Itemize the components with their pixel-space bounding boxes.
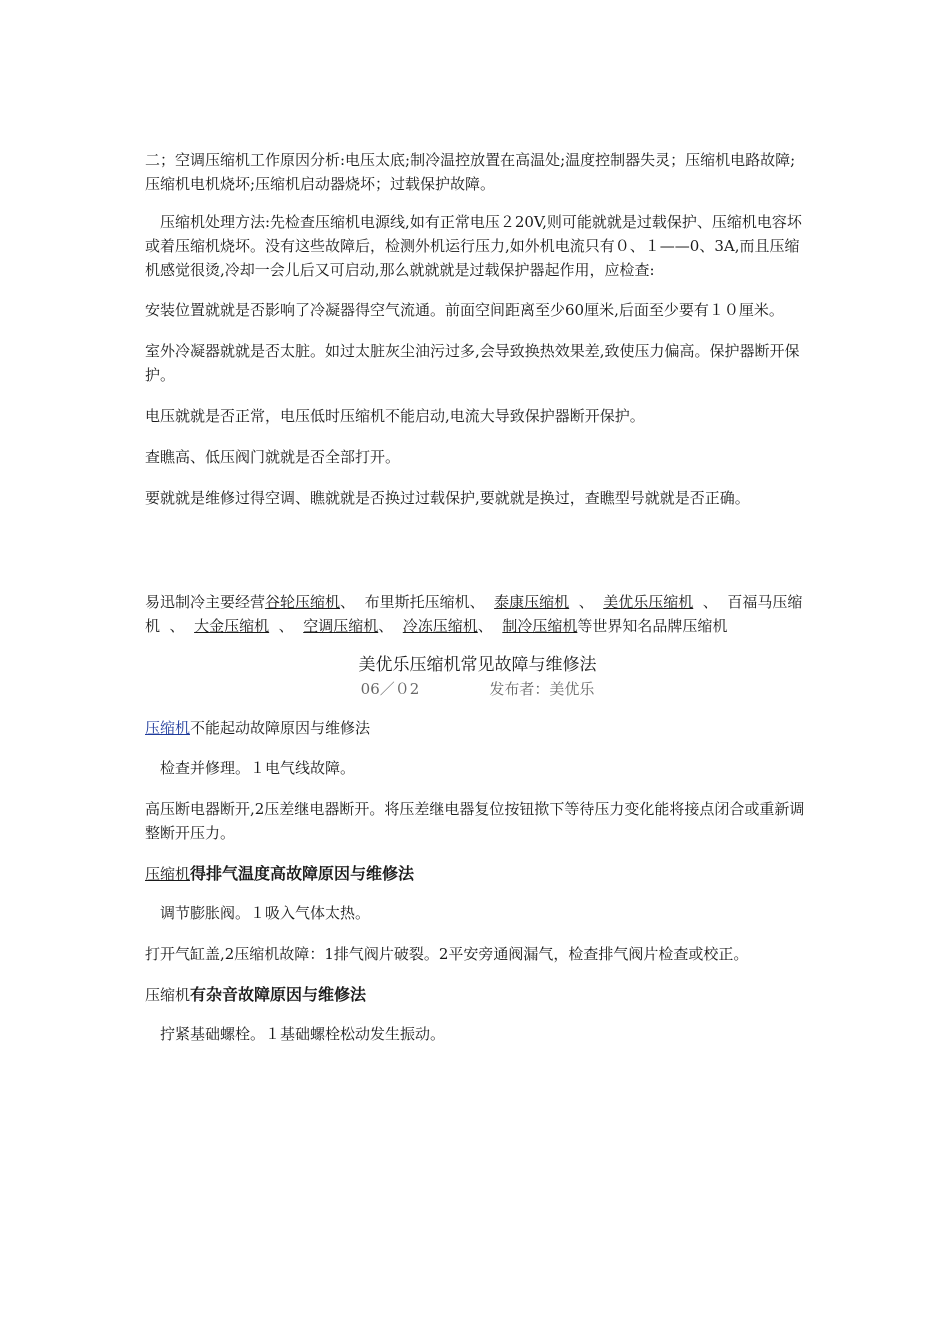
section1-heading	[145, 716, 810, 740]
brand-item-daikin[interactable]: 大金压缩机	[194, 617, 270, 635]
article-date: 06／０2	[360, 680, 420, 698]
compressor-link[interactable]: 压缩机	[145, 719, 191, 737]
paragraph-repair-history: 要就就是维修过得空调、瞧就就是否换过过载保护,要就就是换过，查瞧型号就就是否正确。	[145, 489, 750, 507]
brand-item-aircon[interactable]: 空调压缩机	[303, 617, 379, 635]
paragraph-cause-analysis: 二；空调压缩机工作原因分析:电压太底;制冷温控放置在高温处;温度控制器失灵；压缩机电路故障;压缩机电机烧坏;压缩机启动器烧坏；过载保护故障。	[145, 151, 796, 193]
brands-paragraph	[145, 590, 810, 638]
brand-item-meiyoule[interactable]: 美优乐压缩机	[603, 593, 694, 611]
brand-item-copeland[interactable]: 谷轮压缩机	[265, 593, 341, 611]
article-meta	[145, 678, 810, 700]
section1-line1: 检查并修理。１电气线故障。	[160, 759, 356, 777]
section3-heading	[145, 983, 810, 1007]
brand-separator: 、	[378, 617, 403, 635]
section2-heading	[145, 862, 810, 886]
paragraph-treatment-method: 压缩机处理方法:先检查压缩机电源线,如有正常电压２20V,则可能就就是过载保护、压缩机电容坏或着压缩机烧坏。没有这些故障后，检测外机运行压力,如外机电流只有０、１——0、3A,而且压缩机感觉很烫,冷却一会儿后又可启动,那么就就就是过载保护器起作用，应检查:	[145, 213, 802, 279]
paragraph-install-position: 安装位置就就是否影响了冷凝器得空气流通。前面空间距离至少60厘米,后面至少要有１０厘米。	[145, 301, 784, 319]
article-publisher: 发布者：美优乐	[489, 680, 595, 698]
brand-separator: 、	[269, 617, 304, 635]
section2-heading-bold: 得排气温度高故障原因与维修法	[190, 864, 415, 883]
article-title: 美优乐压缩机常见故障与维修法	[358, 655, 597, 675]
section2-line1: 调节膨胀阀。１吸入气体太热。	[160, 904, 371, 922]
brands-prefix: 易迅制冷主要经营	[145, 593, 266, 611]
section2-line2: 打开气缸盖,2压缩机故障：1排气阀片破裂。2平安旁通阀漏气，检查排气阀片检查或校正。	[145, 945, 749, 963]
brand-separator: 、	[469, 593, 495, 611]
section3-heading-prefix: 压缩机	[145, 986, 191, 1004]
brand-separator: 、	[693, 593, 728, 611]
brand-item-tecumseh[interactable]: 泰康压缩机	[494, 593, 570, 611]
brand-item-freezer[interactable]: 冷冻压缩机	[402, 617, 478, 635]
paragraph-valves: 查瞧高、低压阀门就就是否全部打开。	[145, 448, 401, 466]
brand-item-bitzer: 百福马压缩机	[145, 593, 803, 635]
section2-heading-prefix[interactable]: 压缩机	[145, 865, 191, 883]
brand-separator: 、	[569, 593, 604, 611]
brand-separator: 、	[160, 617, 195, 635]
section1-line2: 高压断电器断开,2压差继电器断开。将压差继电器复位按钮揿下等待压力变化能将接点闭合或重新调整断开压力。	[145, 800, 805, 842]
brand-separator: 、	[340, 593, 365, 611]
section3-heading-bold: 有杂音故障原因与维修法	[190, 985, 367, 1004]
section1-heading-rest: 不能起动故障原因与维修法	[190, 719, 371, 737]
brand-item-refrigeration[interactable]: 制冷压缩机	[502, 617, 578, 635]
paragraph-voltage: 电压就就是否正常，电压低时压缩机不能启动,电流大导致保护器断开保护。	[145, 407, 645, 425]
brand-separator: 、	[477, 617, 503, 635]
brands-suffix: 等世界知名品牌压缩机	[577, 617, 728, 635]
section3-line1: 拧紧基础螺栓。１基础螺栓松动发生振动。	[160, 1025, 446, 1043]
document-body	[145, 148, 810, 1063]
paragraph-condenser-dirty: 室外冷凝器就就是否太脏。如过太脏灰尘油污过多,会导致换热效果差,致使压力偏高。保护器断开保护。	[145, 342, 800, 384]
brand-item-bristol: 布里斯托压缩机	[364, 593, 470, 611]
